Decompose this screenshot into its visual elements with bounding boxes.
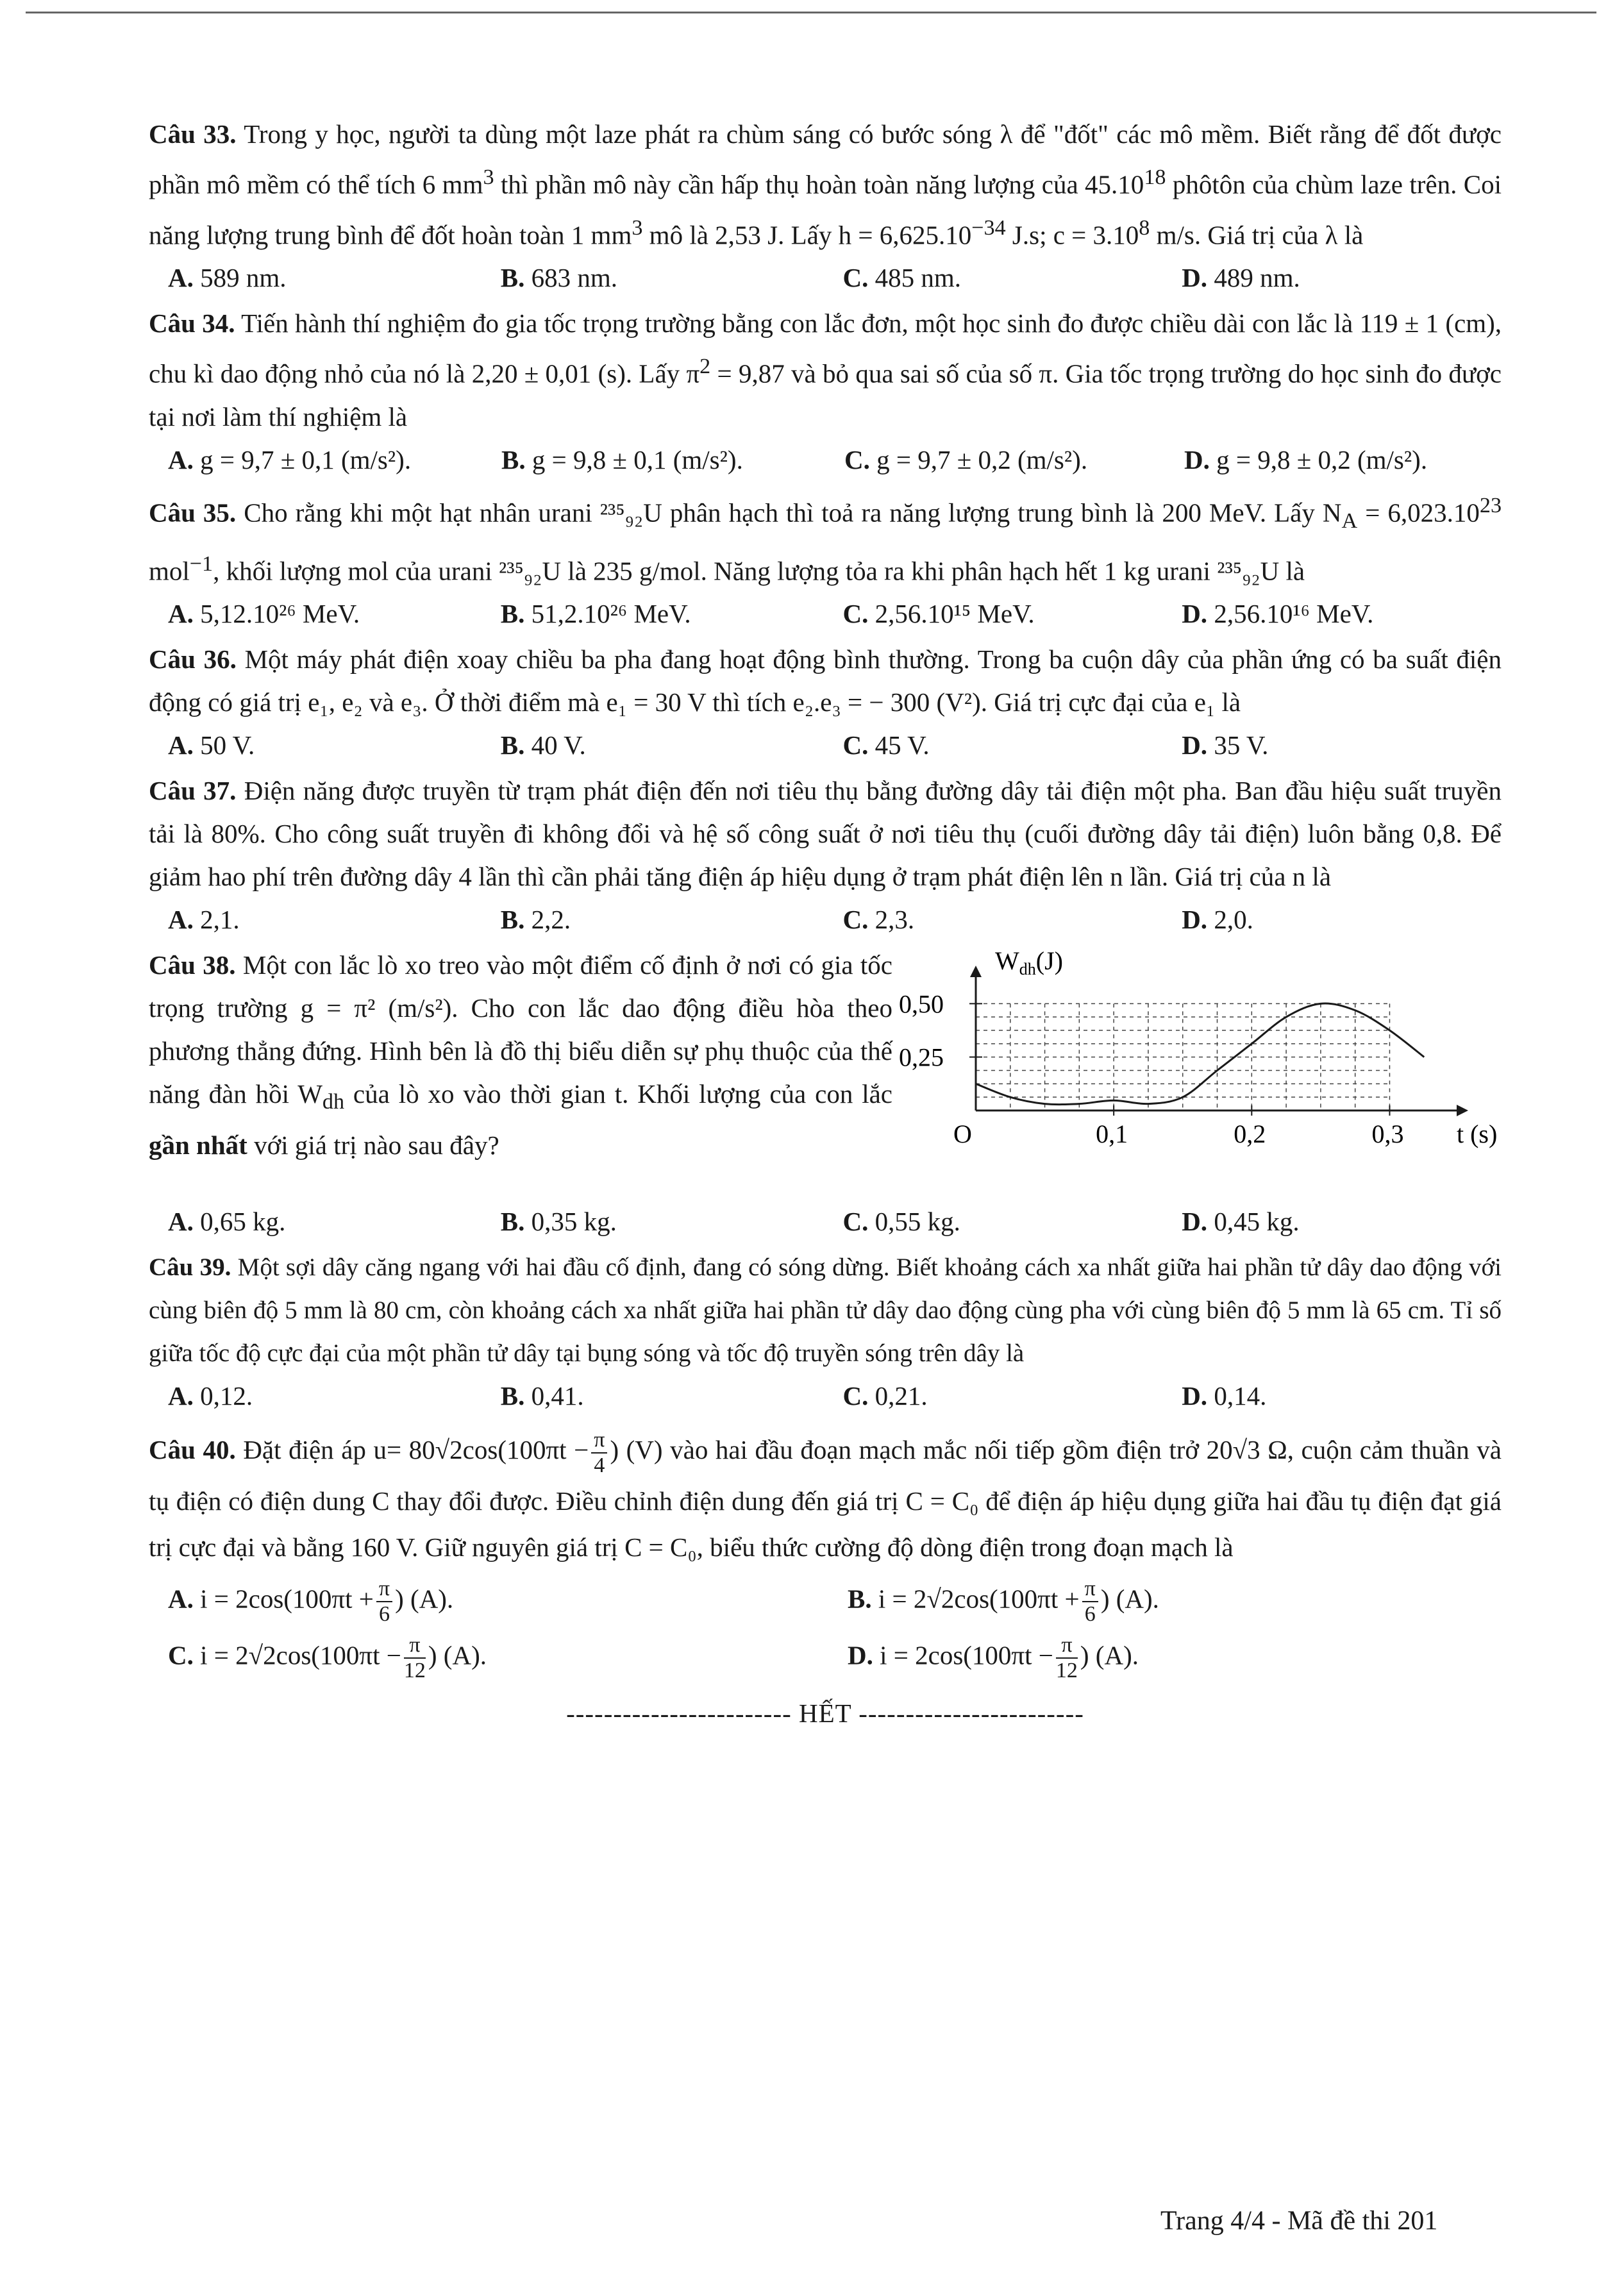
superscript: 23 [1479, 493, 1502, 517]
exam-page [149, 113, 1502, 1735]
y-tick-label: 0,50 [899, 989, 944, 1019]
option-b[interactable] [501, 1200, 843, 1243]
question-text: Một con lắc lò xo treo vào một điểm cố định ở nơi có gia tốc trọng trường g = π² (m/s²). Cho con lắc dao động điều hòa theo phương thẳng đứng. Hình bên là đồ thị biểu diễn sự phụ thuộc của thế năng đàn hồi W [149, 950, 892, 1109]
option-b[interactable] [501, 724, 843, 767]
option-letter: D. [1182, 263, 1208, 293]
option-text: 589 nm. [200, 263, 287, 293]
option-fraction [1056, 1633, 1078, 1683]
option-d[interactable] [848, 1633, 1489, 1683]
option-text: 2,56.10¹⁵ MeV. [875, 599, 1035, 629]
option-text: i = 2√2cos(100πt − [200, 1640, 401, 1670]
options-39 [149, 1375, 1502, 1418]
option-letter: B. [500, 1207, 525, 1237]
question-text: Một máy phát điện xoay chiều ba pha đang hoạt động bình thường. Trong ba cuộn dây của phần ứng có ba suất điện động có giá trị e₁, e₂ và e₃. Ở thời điểm mà e₁ = 30 V thì tích e₂.e₃ = − 300 (V²). Giá trị cực đại của e₁ là [149, 644, 1502, 717]
fraction-numerator: π [1082, 1577, 1098, 1602]
x-tick-label: 0,2 [1234, 1119, 1266, 1149]
option-letter: B. [500, 905, 525, 935]
option-letter: A. [168, 1584, 194, 1614]
subscript: dh [322, 1090, 345, 1114]
superscript: 2 [699, 355, 711, 379]
option-text: g = 9,8 ± 0,1 (m/s²). [532, 444, 743, 474]
option-letter: B. [500, 263, 525, 293]
option-b[interactable] [501, 256, 843, 299]
options-36 [149, 724, 1502, 767]
option-c[interactable] [842, 256, 1182, 299]
option-letter: B. [500, 599, 525, 629]
options-37 [149, 898, 1502, 941]
option-text: 683 nm. [531, 263, 618, 293]
question-label: Câu 33. [149, 119, 237, 149]
option-letter: C. [168, 1640, 194, 1670]
options-40-row1 [149, 1577, 1502, 1627]
option-text: 0,14. [1214, 1381, 1267, 1411]
fraction-denominator: 6 [378, 1602, 390, 1627]
option-c[interactable] [149, 1633, 848, 1683]
chart-grid [976, 1004, 1389, 1111]
superscript: −34 [971, 215, 1006, 240]
option-text: 489 nm. [1214, 263, 1300, 293]
option-letter: D. [1182, 1207, 1208, 1237]
option-text: 485 nm. [875, 263, 961, 293]
option-a[interactable] [149, 1577, 848, 1627]
option-letter: C. [842, 263, 869, 293]
question-text: J.s; c = 3.10 [1005, 220, 1139, 250]
question-label: Câu 34. [149, 308, 235, 339]
question-text: Điện năng được truyền từ trạm phát điện đến nơi tiêu thụ bằng đường dây tải điện một pha. Ban đầu hiệu suất truyền tải là 80%. Cho công suất truyền đi không đổi và hệ số công suất ở nơi tiêu thụ (cuối đường dây tải điện) luôn bằng 0,8. Để giảm hao phí trên đường dây 4 lần thì cần phải tăng điện áp hiệu dụng ở trạm phát điện lên n lần. Giá trị của n là [149, 776, 1502, 892]
option-text: 0,55 kg. [875, 1207, 960, 1237]
chart-ticks [899, 990, 1403, 1149]
option-d[interactable] [1182, 256, 1502, 299]
option-letter: D. [1182, 730, 1208, 760]
question-text: Tiến hành thí nghiệm đo gia tốc trọng trường bằng con lắc đơn, một học sinh đo được chiều dài con lắc là 119 ± 1 (cm), chu kì dao động nhỏ của nó là 2,20 ± 0,01 (s). Lấy π [149, 308, 1502, 389]
option-c[interactable] [844, 439, 1184, 482]
option-letter: D. [1182, 905, 1208, 935]
question-37 [149, 769, 1502, 898]
y-axis-arrow [970, 966, 982, 977]
options-38 [149, 1200, 1502, 1243]
question-36 [149, 638, 1502, 724]
option-text: 0,12. [200, 1381, 253, 1411]
options-35 [149, 592, 1502, 635]
superscript: 3 [483, 165, 494, 189]
question-label: Câu 37. [149, 776, 237, 806]
option-d[interactable] [1184, 439, 1492, 482]
question-text: là [1279, 556, 1305, 586]
question-label: Câu 35. [149, 498, 237, 528]
option-letter: B. [500, 1381, 525, 1411]
option-text: ) (A). [1100, 1584, 1159, 1614]
option-a[interactable] [149, 439, 501, 482]
fraction-numerator: π [376, 1577, 392, 1602]
x-axis-label: t (s) [1457, 1119, 1498, 1149]
superscript: 3 [632, 215, 643, 240]
option-letter: B. [501, 444, 526, 474]
question-34 [149, 302, 1502, 439]
option-b[interactable] [501, 1375, 843, 1418]
option-a[interactable] [149, 898, 501, 941]
option-c[interactable] [842, 1200, 1182, 1243]
option-letter: A. [168, 263, 194, 293]
x-tick-label: 0,1 [1096, 1119, 1128, 1149]
question-text: mô là 2,53 J. Lấy h = 6,625.10 [642, 220, 972, 250]
options-33 [149, 256, 1502, 299]
option-letter: C. [842, 730, 869, 760]
option-letter: B. [848, 1584, 872, 1614]
option-letter: A. [168, 444, 194, 474]
chart-axes [970, 966, 1468, 1116]
option-letter: A. [168, 1381, 194, 1411]
chart-svg [892, 944, 1502, 1187]
question-label: Câu 39. [149, 1253, 231, 1282]
option-text: 0,41. [531, 1381, 584, 1411]
option-letter: C. [842, 1207, 869, 1237]
fraction-denominator: 6 [1084, 1602, 1096, 1627]
question-text: ) (V) vào hai đầu đoạn mạch mắc nối tiếp gồm điện trở 20√3 Ω, cuộn cảm thuần và tụ điện có điện dung C thay đổi được. Điều chỉnh điện dung đến giá trị C = C₀ để điện áp hiệu dụng giữa hai đầu tụ điện đạt giá trị cực đại và bằng 160 V. Giữ nguyên giá trị C = C₀, biểu thức cường độ dòng điện trong đoạn mạch là [149, 1435, 1502, 1563]
option-fraction [404, 1633, 426, 1683]
option-letter: C. [844, 444, 870, 474]
question-text: mol [149, 556, 190, 586]
option-d[interactable] [1182, 724, 1502, 767]
option-letter: A. [168, 730, 194, 760]
question-35 [149, 484, 1502, 593]
option-text: i = 2√2cos(100πt + [878, 1584, 1080, 1614]
energy-time-chart [892, 944, 1502, 1200]
question-38-text [149, 944, 892, 1200]
option-text: 2,2. [531, 905, 571, 935]
option-text: 0,35 kg. [531, 1207, 617, 1237]
option-d[interactable] [1182, 1375, 1502, 1418]
superscript: 18 [1144, 165, 1166, 189]
x-axis-arrow [1457, 1105, 1468, 1116]
option-letter: D. [1182, 1381, 1208, 1411]
question-label: Câu 36. [149, 644, 237, 675]
question-text: thì phần mô này cần hấp thụ hoàn toàn năng lượng của 45.10 [494, 169, 1144, 199]
option-b[interactable] [501, 898, 843, 941]
question-label: Câu 38. [149, 950, 236, 980]
uranium-nuclide: ²³⁵₉₂U [599, 498, 662, 528]
option-text: 5,12.10²⁶ MeV. [200, 599, 360, 629]
fraction-pi-over-4 [591, 1428, 607, 1478]
option-text: 2,3. [875, 905, 915, 935]
option-a[interactable] [149, 1200, 501, 1243]
question-text: là 235 g/mol. Năng lượng tỏa ra khi phân hạch hết 1 kg urani [561, 556, 1218, 586]
option-text: 50 V. [200, 730, 255, 760]
question-text: Một sợi dây căng ngang với hai đầu cố định, đang có sóng dừng. Biết khoảng cách xa nhất giữa hai phần tử dây dao động với cùng biên độ 5 mm là 80 cm, còn khoảng cách xa nhất giữa hai phần tử dây dao động cùng pha với cùng biên độ 5 mm là 65 cm. Tỉ số giữa tốc độ cực đại của một phần tử dây tại bụng sóng và tốc độ truyền sóng trên dây là [149, 1253, 1502, 1368]
option-text: 2,56.10¹⁶ MeV. [1214, 599, 1374, 629]
option-text: 2,0. [1214, 905, 1253, 935]
question-text: = 6,023.10 [1357, 498, 1480, 528]
top-rule [26, 12, 1596, 13]
question-text: của lò xo vào thời gian t. Khối lượng của con lắc [344, 1079, 892, 1109]
option-text: i = 2cos(100πt + [200, 1584, 374, 1614]
option-letter: B. [500, 730, 525, 760]
option-text: 35 V. [1214, 730, 1269, 760]
option-letter: D. [848, 1640, 873, 1670]
question-39 [149, 1246, 1502, 1375]
option-letter: C. [842, 599, 869, 629]
y-tick-label: 0,25 [899, 1043, 944, 1073]
option-letter: C. [842, 905, 869, 935]
superscript: 8 [1139, 215, 1150, 240]
option-a[interactable] [149, 256, 501, 299]
question-text: m/s. Giá trị của λ là [1150, 220, 1364, 250]
fraction-denominator: 12 [403, 1659, 426, 1683]
uranium-nuclide: ²³⁵₉₂U [1217, 556, 1280, 586]
x-tick-label: 0,3 [1371, 1119, 1404, 1149]
question-text: phân hạch thì toả ra năng lượng trung bình là 200 MeV. Lấy N [662, 498, 1342, 528]
option-text: ) (A). [428, 1640, 487, 1670]
option-text: g = 9,7 ± 0,1 (m/s²). [200, 444, 412, 474]
option-letter: D. [1182, 599, 1208, 629]
option-letter: A. [168, 599, 194, 629]
question-text: với giá trị nào sau đây? [247, 1130, 499, 1160]
question-38 [149, 944, 1502, 1200]
option-text: ) (A). [1080, 1640, 1139, 1670]
option-c[interactable] [842, 898, 1182, 941]
question-text: Đặt điện áp u= 80√2cos(100πt − [243, 1435, 589, 1465]
option-d[interactable] [1182, 592, 1502, 635]
series-line-wdh [976, 1003, 1424, 1105]
option-text: 40 V. [531, 730, 586, 760]
question-text: Cho rằng khi một hạt nhân urani [244, 498, 600, 528]
question-33 [149, 113, 1502, 256]
option-text: 51,2.10²⁶ MeV. [531, 599, 691, 629]
option-b[interactable] [848, 1577, 1489, 1627]
option-text: 2,1. [200, 905, 240, 935]
subscript: A [1341, 508, 1358, 533]
fraction-numerator: π [1056, 1633, 1078, 1659]
option-a[interactable] [149, 1375, 501, 1418]
option-fraction [1082, 1577, 1098, 1627]
option-letter: A. [168, 1207, 194, 1237]
option-b[interactable] [501, 439, 844, 482]
question-text: , khối lượng mol của urani [213, 556, 499, 586]
superscript: −1 [189, 551, 213, 576]
question-text: Trong y học, người ta dùng một laze phát ra chùm sáng có bước sóng λ để "đốt" các mô mềm. Biết rằng để đốt được phần mô mềm có thể tích 6 mm [149, 119, 1502, 199]
option-c[interactable] [842, 592, 1182, 635]
option-b[interactable] [501, 592, 843, 635]
option-text: g = 9,8 ± 0,2 (m/s²). [1216, 444, 1428, 474]
option-c[interactable] [842, 1375, 1182, 1418]
option-fraction [376, 1577, 392, 1627]
option-c[interactable] [842, 724, 1182, 767]
uranium-nuclide: ²³⁵₉₂U [499, 556, 562, 586]
fraction-denominator: 4 [594, 1454, 605, 1478]
option-a[interactable] [149, 592, 501, 635]
option-d[interactable] [1182, 898, 1502, 941]
option-letter: A. [168, 905, 194, 935]
y-axis-label: $W_{dh}(J)$ [995, 946, 1063, 979]
option-text: 0,21. [875, 1381, 928, 1411]
question-text: = 9,87 và bỏ qua sai số của số π. Gia tốc trọng trường do học sinh đo được tại nơi làm thí nghiệm là [149, 358, 1502, 432]
options-34 [149, 439, 1502, 482]
option-text: i = 2cos(100πt − [880, 1640, 1053, 1670]
end-marker: ------------------------ HẾT ------------------------ [566, 1698, 1084, 1729]
option-text: g = 9,7 ± 0,2 (m/s²). [876, 444, 1088, 474]
fraction-numerator: π [404, 1633, 426, 1659]
question-label: Câu 40. [149, 1435, 236, 1465]
option-letter: D. [1184, 444, 1210, 474]
page-footer: Trang 4/4 - Mã đề thi 201 [1160, 2206, 1438, 2236]
fraction-numerator: π [591, 1428, 607, 1454]
option-text: 0,45 kg. [1214, 1207, 1300, 1237]
option-text: 0,65 kg. [200, 1207, 286, 1237]
question-text: phôtôn của chùm laze trên. Coi năng lượng trung bình để đốt hoàn toàn 1 mm [149, 169, 1502, 250]
fraction-denominator: 12 [1055, 1659, 1078, 1683]
emphasis: gần nhất [149, 1130, 247, 1160]
option-a[interactable] [149, 724, 501, 767]
question-40 [149, 1427, 1502, 1570]
option-text: 45 V. [875, 730, 930, 760]
option-letter: C. [842, 1381, 869, 1411]
option-text: ) (A). [395, 1584, 454, 1614]
option-d[interactable] [1182, 1200, 1502, 1243]
origin-label: O [953, 1119, 972, 1149]
options-40-row2 [149, 1633, 1502, 1683]
